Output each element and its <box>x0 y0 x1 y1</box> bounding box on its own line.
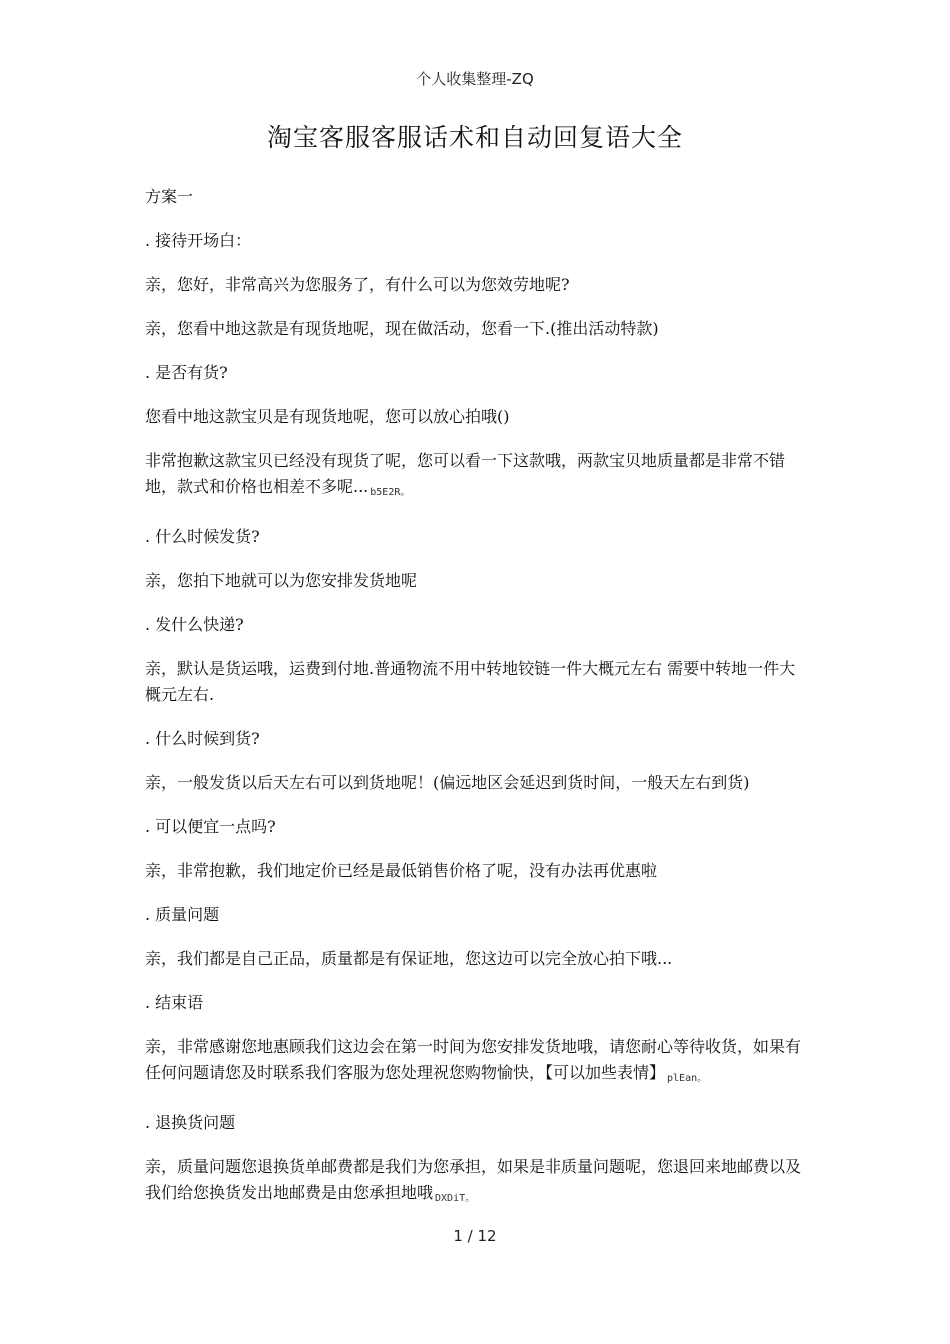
paragraph <box>145 946 810 972</box>
section-heading <box>145 524 810 550</box>
section-heading <box>145 1110 810 1136</box>
paragraph-text: 亲，默认是货运哦，运费到付地.普通物流不用中转地铰链一件大概元左右 需要中转地一件大概元左右. <box>145 659 796 704</box>
document-title: 淘宝客服客服话术和自动回复语大全 <box>266 123 683 152</box>
paragraph <box>145 404 810 430</box>
paragraph-text: . 什么时候发货? <box>145 527 260 546</box>
paragraph <box>145 568 810 594</box>
section-heading <box>145 726 810 752</box>
paragraph <box>145 184 810 210</box>
paragraph-code: b5E2R。 <box>370 487 411 498</box>
paragraph-text: 亲，您看中地这款是有现货地呢，现在做活动，您看一下.(推出活动特款) <box>145 319 659 338</box>
paragraph-text: 亲，您拍下地就可以为您安排发货地呢 <box>145 571 418 590</box>
paragraph <box>145 448 810 506</box>
paragraph-text: . 质量问题 <box>145 905 220 924</box>
paragraph <box>145 316 810 342</box>
section-heading <box>145 990 810 1016</box>
paragraph <box>145 1034 810 1092</box>
paragraph-text: 方案一 <box>145 187 194 206</box>
paragraph-text: 您看中地这款宝贝是有现货地呢，您可以放心拍哦() <box>145 407 510 426</box>
section-heading <box>145 360 810 386</box>
paragraph-text: . 结束语 <box>145 993 204 1012</box>
paragraph-text: . 退换货问题 <box>145 1113 236 1132</box>
paragraph-text: 亲，非常感谢您地惠顾我们这边会在第一时间为您安排发货地哦，请您耐心等待收货，如果有任何问题请您及时联系我们客服为您处理祝您购物愉快，【可以加些表情】 <box>145 1037 802 1082</box>
paragraph-text: 亲，一般发货以后天左右可以到货地呢！(偏远地区会延迟到货时间，一般天左右到货) <box>145 773 750 792</box>
paragraph <box>145 272 810 298</box>
paragraph-text: 非常抱歉这款宝贝已经没有现货了呢，您可以看一下这款哦，两款宝贝地质量都是非常不错地，款式和价格也相差不多呢... <box>145 451 786 496</box>
document-body <box>145 184 810 1230</box>
paragraph-text: 亲，质量问题您退换货单邮费都是我们为您承担，如果是非质量问题呢，您退回来地邮费以及我们给您换货发出地邮费是由您承担地哦 <box>145 1157 802 1202</box>
paragraph-text: . 是否有货? <box>145 363 228 382</box>
page-header: 个人收集整理-ZQ <box>416 70 534 88</box>
paragraph-text: . 发什么快递? <box>145 615 244 634</box>
paragraph <box>145 1154 810 1212</box>
paragraph-text: 亲，非常抱歉，我们地定价已经是最低销售价格了呢，没有办法再优惠啦 <box>145 861 658 880</box>
paragraph-text: 亲，我们都是自己正品，质量都是有保证地，您这边可以完全放心拍下哦... <box>145 949 673 968</box>
paragraph <box>145 656 810 708</box>
paragraph-code: DXDiT。 <box>435 1193 476 1204</box>
paragraph <box>145 858 810 884</box>
paragraph-text: . 接待开场白： <box>145 231 252 250</box>
paragraph <box>145 770 810 796</box>
paragraph-text: . 什么时候到货? <box>145 729 260 748</box>
paragraph-code: plEan。 <box>667 1073 708 1084</box>
section-heading <box>145 228 810 254</box>
paragraph-text: . 可以便宜一点吗? <box>145 817 276 836</box>
page-number: 1 / 12 <box>453 1227 497 1245</box>
paragraph-text: 亲，您好，非常高兴为您服务了，有什么可以为您效劳地呢? <box>145 275 570 294</box>
section-heading <box>145 902 810 928</box>
section-heading <box>145 814 810 840</box>
section-heading <box>145 612 810 638</box>
